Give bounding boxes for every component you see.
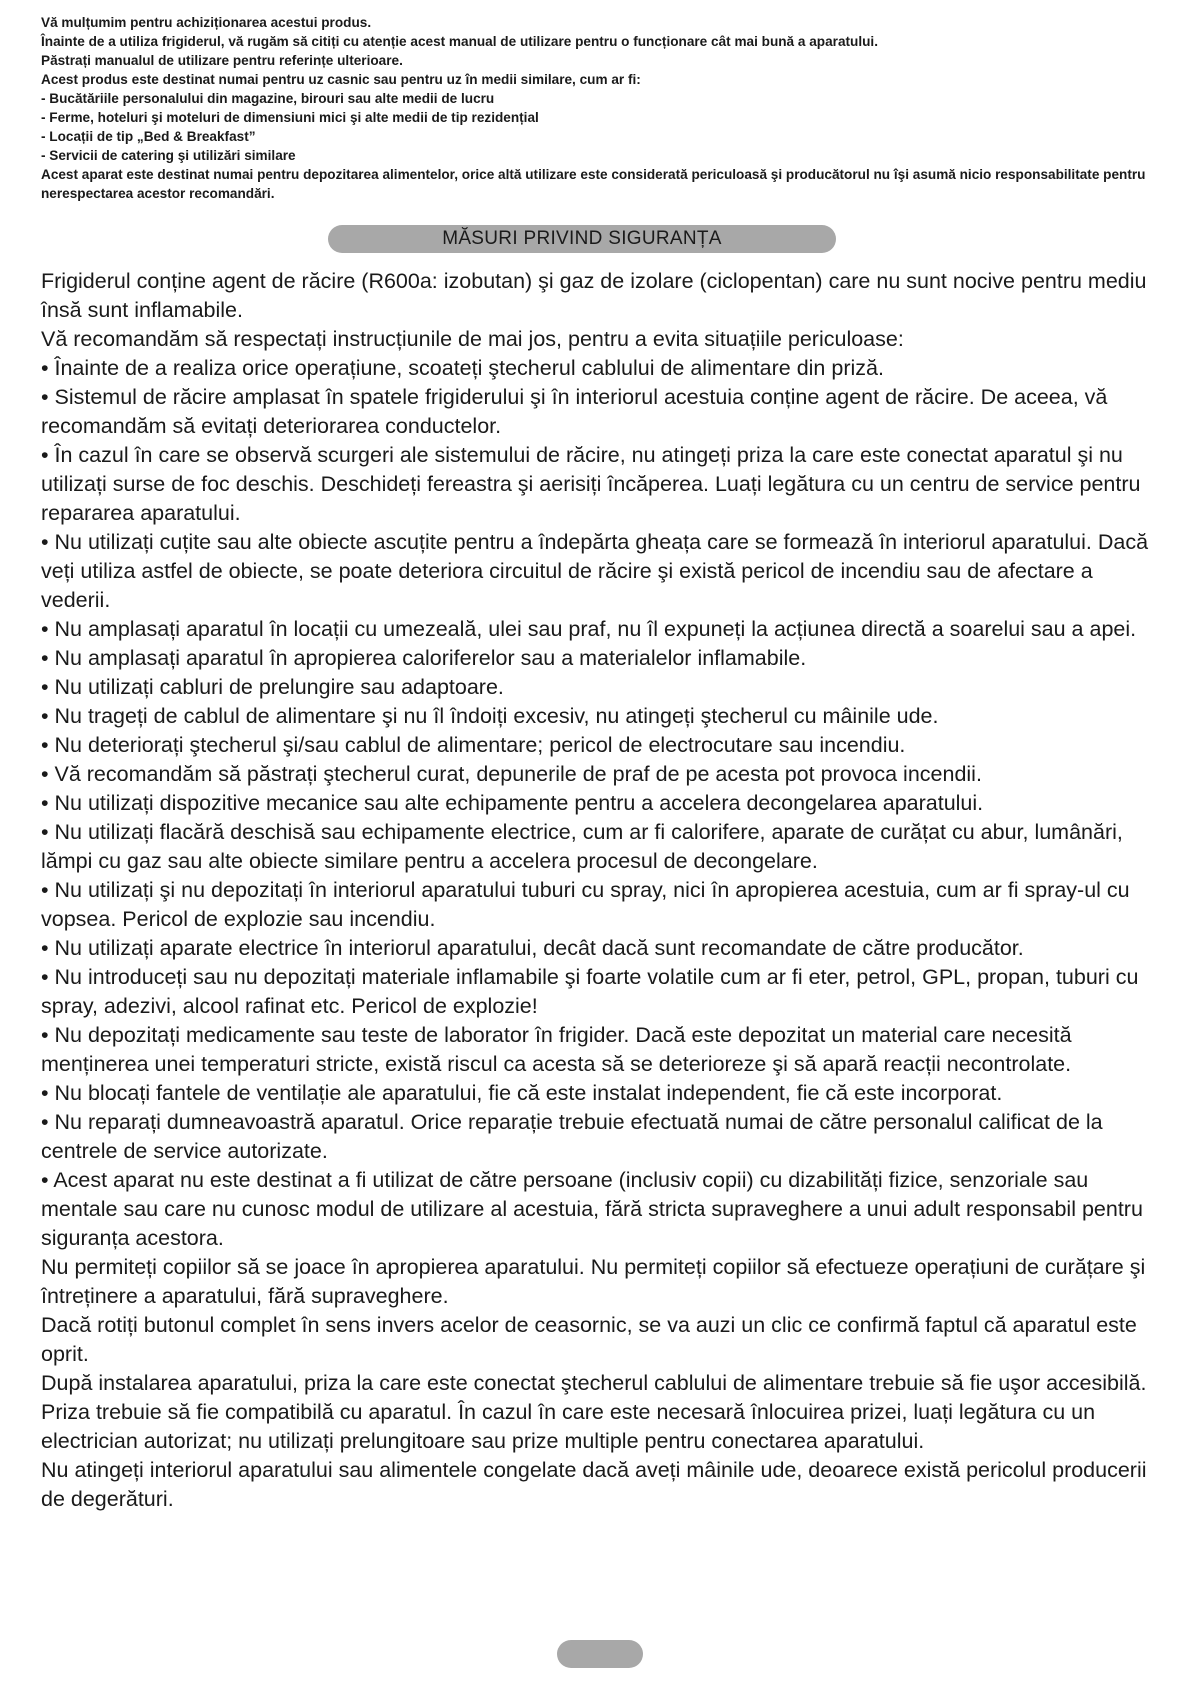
safety-paragraph: • Acest aparat nu este destinat a fi utilizat de către persoane (inclusiv copii) cu dizabilități fizice, senzoriale sau mentale sau care nu cunosc modul de utilizare al acestuia, fără stricta supraveghere a unui adult responsabil pentru siguranța acestora. [41, 1168, 1143, 1250]
intro-line: Înainte de a utiliza frigiderul, vă rugăm să citiți cu atenție acest manual de utilizare pentru o funcționare cât mai bună a aparatului. [41, 34, 878, 49]
safety-paragraph: • În cazul în care se observă scurgeri ale sistemului de răcire, nu atingeți priza la care este conectat aparatul şi nu utilizați surse de foc deschis. Deschideți fereastra şi aerisiți încăperea. Luați legătura cu un centru de service pentru repararea aparatului. [41, 443, 1141, 525]
safety-paragraph: • Înainte de a realiza orice operațiune, scoateți ştecherul cablului de alimentare din priză. [41, 356, 884, 380]
safety-paragraph: • Nu trageți de cablul de alimentare şi nu îl îndoiți excesiv, nu atingeți ştecherul cu mâinile ude. [41, 704, 939, 728]
safety-paragraph: • Nu deteriorați ştecherul şi/sau cablul de alimentare; pericol de electrocutare sau incendiu. [41, 733, 906, 757]
intro-line: Acest aparat este destinat numai pentru depozitarea alimentelor, orice altă utilizare este considerată periculoasă şi producătorul nu îşi asumă nicio responsabilitate pentru nerespectarea acestor recomandări. [41, 167, 1146, 201]
safety-paragraph: • Nu utilizați cabluri de prelungire sau adaptoare. [41, 675, 504, 699]
safety-paragraph: • Nu blocați fantele de ventilație ale aparatului, fie că este instalat independent, fie că este incorporat. [41, 1081, 1003, 1105]
intro-line: Vă mulțumim pentru achiziționarea acestui produs. [41, 15, 372, 30]
safety-paragraph: Frigiderul conține agent de răcire (R600a: izobutan) şi gaz de izolare (ciclopentan) care nu sunt nocive pentru mediu însă sunt inflamabile. [41, 269, 1147, 322]
intro-block [41, 13, 1161, 203]
intro-line: Păstrați manualul de utilizare pentru referințe ulterioare. [41, 53, 403, 68]
page-number-badge [557, 1640, 643, 1668]
safety-paragraph: Priza trebuie să fie compatibilă cu aparatul. În cazul în care este necesară înlocuirea prizei, luați legătura cu un electrician autorizat; nu utilizați prelungitoare sau prize multiple pentru conectarea aparatului. [41, 1400, 1096, 1453]
safety-paragraph: • Nu utilizați flacără deschisă sau echipamente electrice, cum ar fi calorifere, aparate de curățat cu abur, lumânări, lămpi cu gaz sau alte obiecte similare pentru a accelera procesul de decongelare. [41, 820, 1123, 873]
section-title-text: MĂSURI PRIVIND SIGURANȚA [442, 228, 722, 249]
safety-paragraph: • Nu introduceți sau nu depozitați materiale inflamabile şi foarte volatile cum ar fi eter, petrol, GPL, propan, tuburi cu spray, adezivi, alcool rafinat etc. Pericol de explozie! [41, 965, 1139, 1018]
safety-paragraph: După instalarea aparatului, priza la care este conectat ştecherul cablului de alimentare trebuie să fie uşor accesibilă. [41, 1371, 1147, 1395]
intro-line: - Locații de tip „Bed & Breakfast” [41, 129, 256, 144]
safety-paragraph: • Nu amplasați aparatul în apropierea caloriferelor sau a materialelor inflamabile. [41, 646, 807, 670]
intro-line: - Bucătăriile personalului din magazine, birouri sau alte medii de lucru [41, 91, 495, 106]
intro-line: Acest produs este destinat numai pentru uz casnic sau pentru uz în medii similare, cum ar fi: [41, 72, 641, 87]
safety-text [41, 267, 1163, 1514]
safety-paragraph: • Nu reparați dumneavoastră aparatul. Orice reparație trebuie efectuată numai de către personalul calificat de la centrele de service autorizate. [41, 1110, 1103, 1163]
safety-paragraph: • Vă recomandăm să păstrați ştecherul curat, depunerile de praf de pe acesta pot provoca incendii. [41, 762, 982, 786]
safety-paragraph: Nu atingeți interiorul aparatului sau alimentele congelate dacă aveți mâinile ude, deoarece există pericolul producerii de degerături. [41, 1458, 1147, 1511]
safety-paragraph: • Nu utilizați dispozitive mecanice sau alte echipamente pentru a accelera decongelarea aparatului. [41, 791, 984, 815]
safety-paragraph: Vă recomandăm să respectați instrucțiunile de mai jos, pentru a evita situațiile periculoase: [41, 327, 904, 351]
safety-paragraph: • Nu amplasați aparatul în locații cu umezeală, ulei sau praf, nu îl expuneți la acțiunea directă a soarelui sau a apei. [41, 617, 1137, 641]
safety-paragraph: • Nu utilizați cuțite sau alte obiecte ascuțite pentru a îndepărta gheața care se formează în interiorul aparatului. Dacă veți utiliza astfel de obiecte, se poate deteriora circuitul de răcire şi există pericol de incendiu sau de afectare a vederii. [41, 530, 1149, 612]
safety-paragraph: • Nu utilizați şi nu depozitați în interiorul aparatului tuburi cu spray, nici în apropierea acestuia, cum ar fi spray-ul cu vopsea. Pericol de explozie sau incendiu. [41, 878, 1130, 931]
safety-paragraph: • Nu utilizați aparate electrice în interiorul aparatului, decât dacă sunt recomandate de către producător. [41, 936, 1024, 960]
intro-line: - Servicii de catering şi utilizări similare [41, 148, 296, 163]
intro-line: - Ferme, hoteluri şi moteluri de dimensiuni mici şi alte medii de tip rezidențial [41, 110, 539, 125]
section-title [328, 225, 836, 253]
safety-paragraph: • Nu depozitați medicamente sau teste de laborator în frigider. Dacă este depozitat un material care necesită menținerea unei temperaturi stricte, există riscul ca acesta să se deterioreze şi să apară reacții necontrolate. [41, 1023, 1072, 1076]
safety-paragraph: Nu permiteți copiilor să se joace în apropierea aparatului. Nu permiteți copiilor să efectueze operațiuni de curățare şi întreținere a aparatului, fără supraveghere. [41, 1255, 1146, 1308]
safety-paragraph: • Sistemul de răcire amplasat în spatele frigiderului şi în interiorul acestuia conține agent de răcire. De aceea, vă recomandăm să evitați deteriorarea conductelor. [41, 385, 1108, 438]
safety-paragraph: Dacă rotiți butonul complet în sens invers acelor de ceasornic, se va auzi un clic ce confirmă faptul că aparatul este oprit. [41, 1313, 1137, 1366]
